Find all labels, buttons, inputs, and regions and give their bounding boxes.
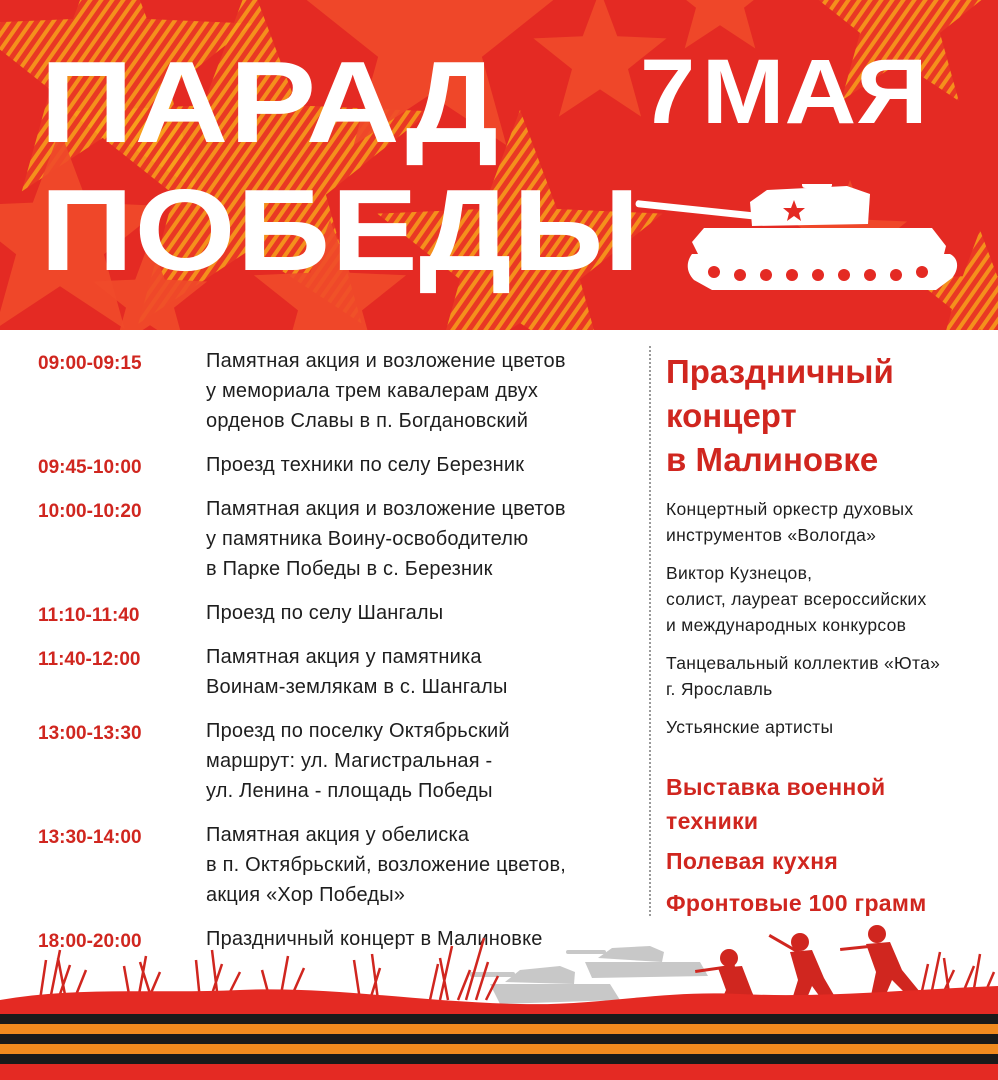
performer-line: Концертный оркестр духовых <box>666 499 914 519</box>
schedule-description-line: в п. Октябрьский, возложение цветов, <box>206 854 567 876</box>
title-line-2: ПОБЕДЫ <box>40 165 641 295</box>
schedule-description-line: Проезд техники по селу Березник <box>206 454 525 476</box>
schedule-time: 09:00-09:15 <box>38 353 142 374</box>
schedule-list <box>38 346 638 968</box>
performer-line: инструментов «Вологда» <box>666 525 877 545</box>
schedule-row <box>38 716 638 806</box>
schedule-description-line: Памятная акция у обелиска <box>206 824 470 846</box>
schedule-row <box>38 598 638 628</box>
schedule-description-line: Проезд по поселку Октябрьский <box>206 720 510 742</box>
schedule-description <box>206 642 638 702</box>
date-day: 7 <box>640 41 696 143</box>
schedule-description-line: акция «Хор Победы» <box>206 884 406 906</box>
exhibition-heading <box>666 770 986 838</box>
schedule-time: 18:00-20:00 <box>38 931 142 952</box>
performer-line: Устьянские артисты <box>666 717 834 737</box>
performer-item <box>666 496 986 548</box>
header-banner <box>0 0 998 330</box>
schedule-description <box>206 494 638 584</box>
concert-title-line: концерт <box>666 397 797 434</box>
frontline-drinks-heading: Фронтовые 100 грамм <box>666 890 927 916</box>
schedule-time: 10:00-10:20 <box>38 501 142 522</box>
performer-line: и международных конкурсов <box>666 615 907 635</box>
performer-item <box>666 650 986 702</box>
schedule-time: 11:40-12:00 <box>38 649 141 670</box>
schedule-time: 13:30-14:00 <box>38 827 142 848</box>
tank-icon <box>632 184 962 299</box>
st-george-ribbon <box>0 1014 998 1080</box>
schedule-description-line: у памятника Воину-освободителю <box>206 528 529 550</box>
schedule-description <box>206 716 638 806</box>
concert-title-line: Праздничный <box>666 353 894 390</box>
event-date <box>640 41 928 143</box>
schedule-description-line: маршрут: ул. Магистральная - <box>206 750 493 772</box>
schedule-description-line: Воинам-землякам в с. Шангалы <box>206 676 508 698</box>
schedule-row <box>38 346 638 436</box>
schedule-description-line: у мемориала трем кавалерам двух <box>206 380 539 402</box>
schedule-description-line: в Парке Победы в с. Березник <box>206 558 493 580</box>
exhibition-heading-line: Выставка военной <box>666 774 886 800</box>
schedule-time: 13:00-13:30 <box>38 723 142 744</box>
schedule-description-line: Праздничный концерт в Малиновке <box>206 928 543 950</box>
performer-line: Виктор Кузнецов, <box>666 563 813 583</box>
performer-line: Танцевальный коллектив «Юта» <box>666 653 941 673</box>
concert-title-line: в Малиновке <box>666 441 879 478</box>
title-line-1: ПАРАД <box>40 37 500 167</box>
schedule-time: 09:45-10:00 <box>38 457 142 478</box>
schedule-description-line: Памятная акция у памятника <box>206 646 482 668</box>
footer-silhouettes <box>0 920 998 1080</box>
performer-item <box>666 714 986 740</box>
schedule-description <box>206 346 638 436</box>
schedule-row <box>38 450 638 480</box>
schedule-description-line: Проезд по селу Шангалы <box>206 602 444 624</box>
field-kitchen-heading: Полевая кухня <box>666 848 839 874</box>
schedule-description-line: орденов Славы в п. Богдановский <box>206 410 529 432</box>
date-month: МАЯ <box>701 41 928 143</box>
concert-title <box>666 350 986 482</box>
performer-list <box>666 496 986 740</box>
column-divider <box>649 346 651 916</box>
schedule-description-line: Памятная акция и возложение цветов <box>206 350 566 372</box>
performer-line: г. Ярославль <box>666 679 773 699</box>
performer-line: солист, лауреат всероссийских <box>666 589 927 609</box>
schedule-description <box>206 450 638 480</box>
schedule-description-line: ул. Ленина - площадь Победы <box>206 780 493 802</box>
concert-column <box>666 350 986 920</box>
schedule-row <box>38 642 638 702</box>
schedule-description <box>206 598 638 628</box>
performer-item <box>666 560 986 638</box>
schedule-description <box>206 820 638 910</box>
schedule-row <box>38 820 638 910</box>
exhibition-heading-line: техники <box>666 808 759 834</box>
schedule-time: 11:10-11:40 <box>38 605 140 626</box>
schedule-row <box>38 494 638 584</box>
schedule-description-line: Памятная акция и возложение цветов <box>206 498 566 520</box>
